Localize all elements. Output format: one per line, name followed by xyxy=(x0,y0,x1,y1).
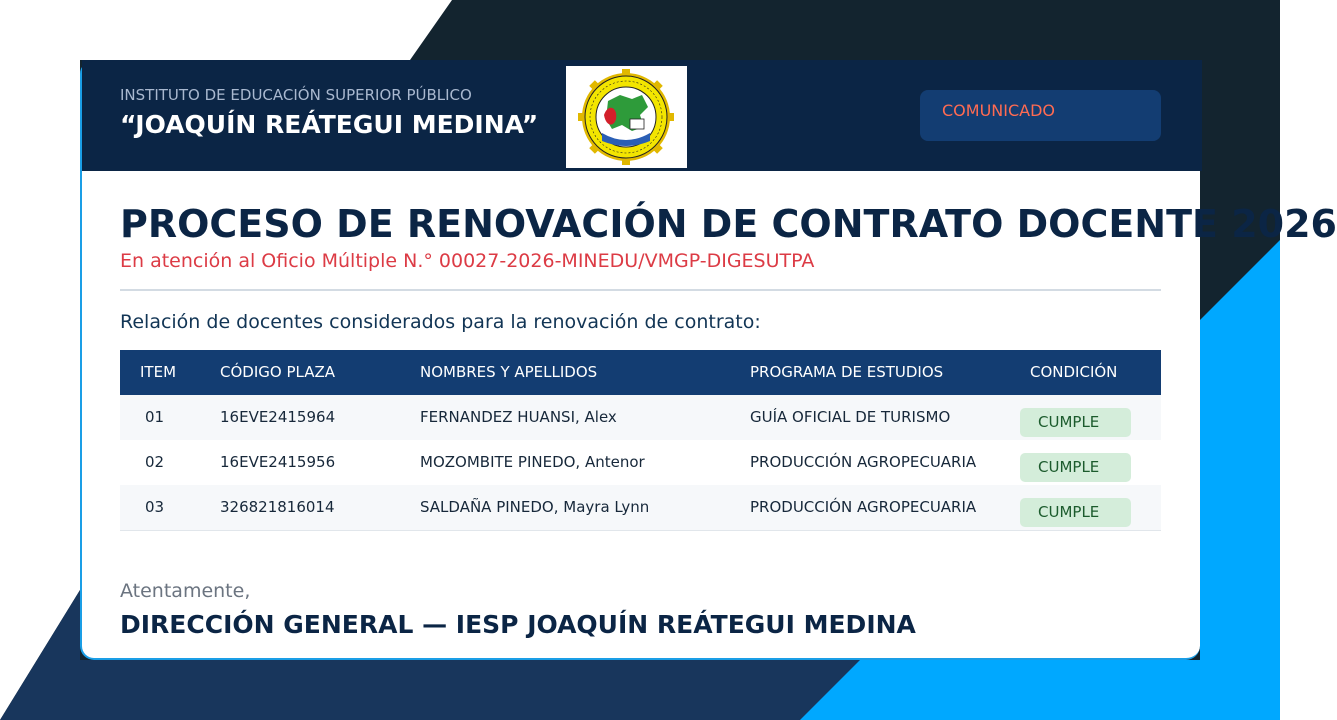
teachers-table xyxy=(120,350,1161,531)
card-header xyxy=(82,60,1202,171)
column-header-program: PROGRAMA DE ESTUDIOS xyxy=(750,363,944,381)
row-item: 03 xyxy=(145,498,165,516)
institution-logo xyxy=(566,66,687,168)
condition-badge: CUMPLE xyxy=(1020,453,1131,482)
row-program: GUÍA OFICIAL DE TURISMO xyxy=(750,408,951,426)
row-code: 326821816014 xyxy=(220,498,335,516)
reference-subtitle: En atención al Oficio Múltiple N.° 00027-2026-MINEDU/VMGP-DIGESUTPA xyxy=(120,250,815,272)
row-item: 01 xyxy=(145,408,165,426)
table-header xyxy=(120,350,1161,395)
signature: DIRECCIÓN GENERAL — IESP JOAQUÍN REÁTEGUI MEDINA xyxy=(120,610,916,639)
row-code: 16EVE2415956 xyxy=(220,453,336,471)
row-name: SALDAÑA PINEDO, Mayra Lynn xyxy=(420,498,650,516)
row-item: 02 xyxy=(145,453,165,471)
intro-text: Relación de docentes considerados para la renovación de contrato: xyxy=(120,311,761,333)
condition-badge: CUMPLE xyxy=(1020,408,1131,437)
page-title: PROCESO DE RENOVACIÓN DE CONTRATO DOCENTE 2026 xyxy=(120,202,1337,246)
table-row xyxy=(120,395,1161,440)
column-header-item: ITEM xyxy=(140,363,177,381)
row-code: 16EVE2415964 xyxy=(220,408,336,426)
table-row xyxy=(120,440,1161,485)
announcement-card xyxy=(80,60,1337,660)
condition-badge: CUMPLE xyxy=(1020,498,1131,527)
institution-type: INSTITUTO DE EDUCACIÓN SUPERIOR PÚBLICO xyxy=(120,86,472,104)
column-header-name: NOMBRES Y APELLIDOS xyxy=(420,363,598,381)
closing-text: Atentamente, xyxy=(120,580,251,602)
row-name: FERNANDEZ HUANSI, Alex xyxy=(420,408,617,426)
institution-name: “JOAQUÍN REÁTEGUI MEDINA” xyxy=(120,110,539,139)
title-clip xyxy=(120,200,1337,250)
divider xyxy=(120,289,1161,291)
row-program: PRODUCCIÓN AGROPECUARIA xyxy=(750,453,977,471)
institution-seal-icon xyxy=(566,66,687,168)
row-program: PRODUCCIÓN AGROPECUARIA xyxy=(750,498,977,516)
table-row xyxy=(120,485,1161,531)
column-header-condition: CONDICIÓN xyxy=(1030,363,1118,381)
row-name: MOZOMBITE PINEDO, Antenor xyxy=(420,453,645,471)
announcement-badge: COMUNICADO xyxy=(920,90,1161,141)
column-header-code: CÓDIGO PLAZA xyxy=(220,363,335,381)
